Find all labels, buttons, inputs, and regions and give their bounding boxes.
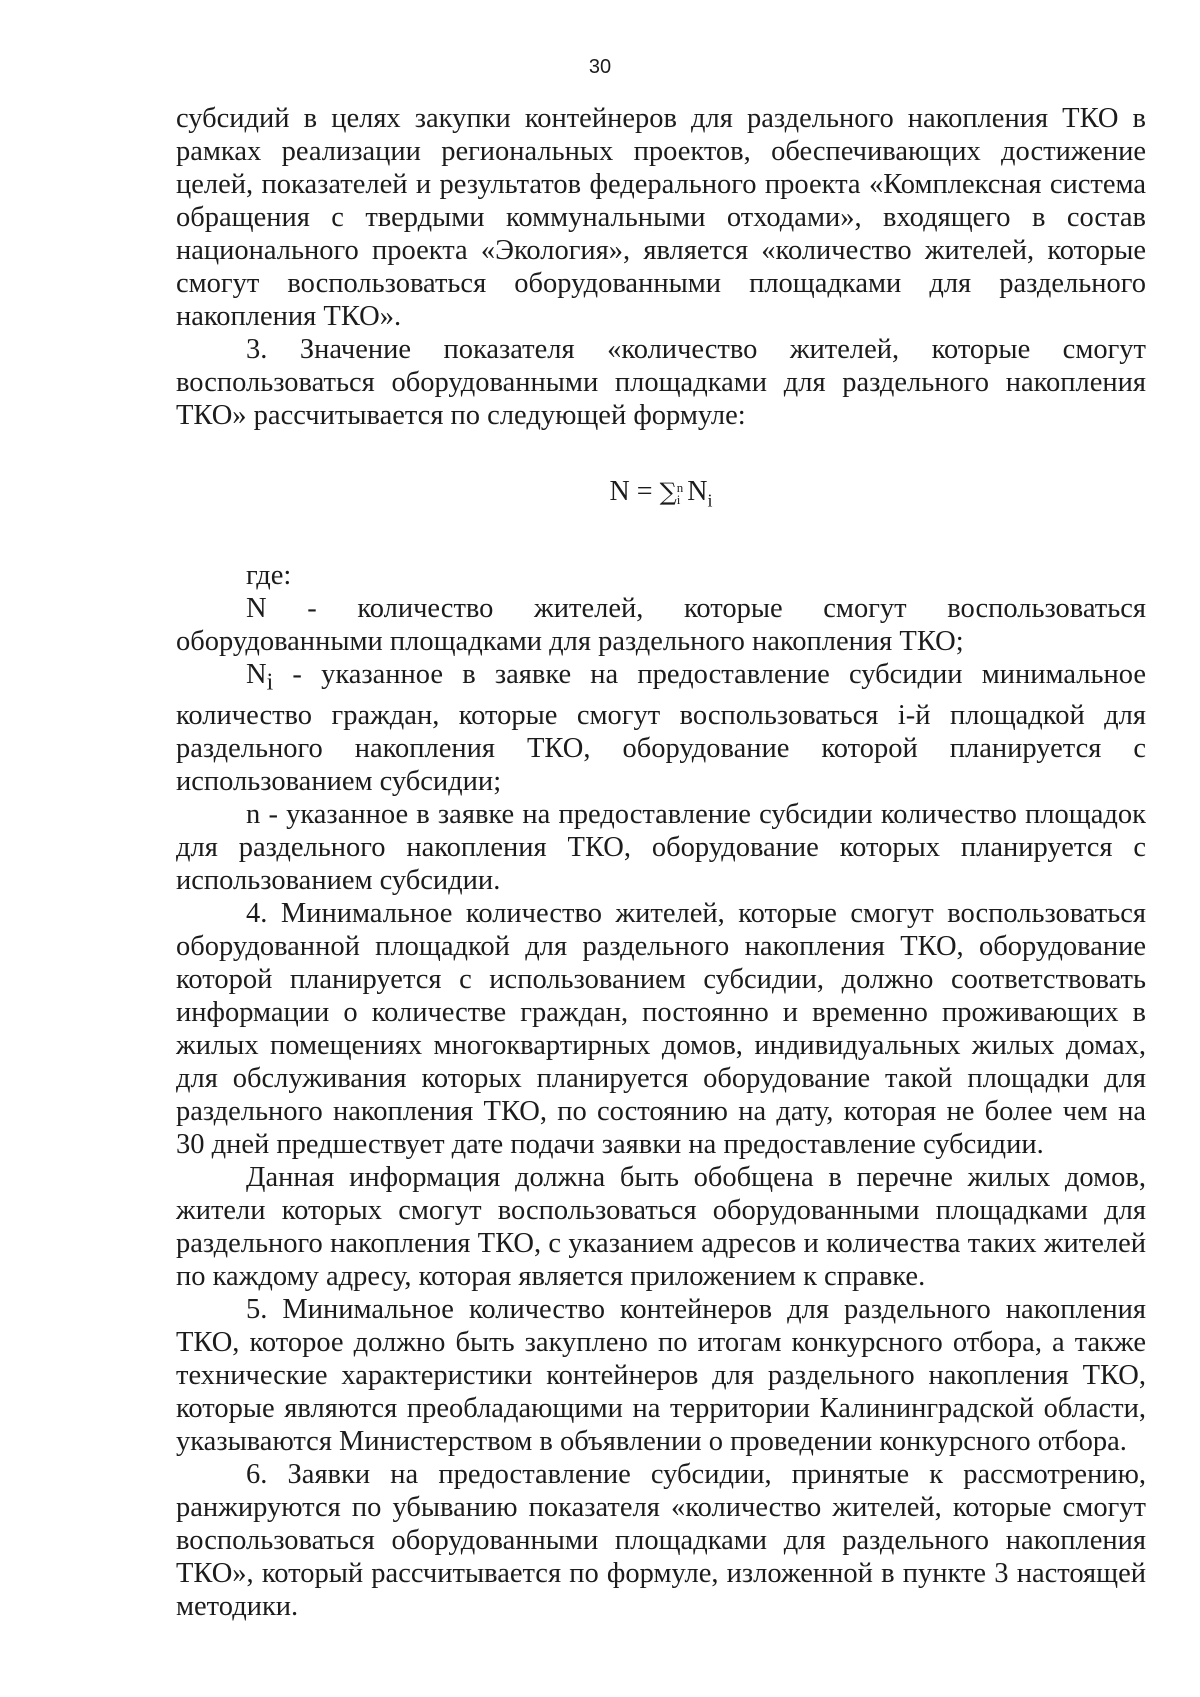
definition-n-i — [176, 658, 1146, 799]
paragraph-5-containers: 5. Минимальное количество контейнеров для раздельного накопления ТКО, которое должно быть закуплено по итогам конкурсного отбора, а также технические характеристики контейнеров для раздельного накопления ТКО, которые являются преобладающими на территории Калининградской области, указываются Министерством в объявлении о проведении конкурсного отбора. — [176, 1294, 1146, 1458]
where-label: где: — [246, 559, 292, 591]
document-body — [176, 102, 1146, 1623]
definition-n-total: N - количество жителей, которые смогут воспользоваться оборудованными площадками для раздельного накопления ТКО; — [176, 592, 1146, 657]
paragraph-6-ranking: 6. Заявки на предоставление субсидии, принятые к рассмотрению, ранжируются по убыванию показателя «количество жителей, которые смогут воспользоваться оборудованными площадками для раздельного накопления ТКО», который рассчитывается по формуле, изложенной в пункте 3 настоящей методики. — [176, 1459, 1146, 1623]
sum-symbol: ∑ — [659, 478, 677, 506]
paragraph-3-indicator: 3. Значение показателя «количество жителей, которые смогут воспользоваться оборудованными площадками для раздельного накопления ТКО» рассчитывается по следующей формуле: — [176, 334, 1146, 431]
formula-term: N — [687, 476, 708, 507]
formula — [176, 472, 1146, 521]
sum-lower-limit: i — [676, 491, 681, 507]
page-number: 30 — [588, 56, 612, 78]
definition-n-i-symbol: N — [246, 658, 267, 690]
definition-n-i-subscript: i — [266, 669, 274, 696]
sum-upper-limit: n — [676, 479, 684, 495]
paragraph-4-continuation: Данная информация должна быть обобщена в перечне жилых домов, жители которых смогут воспользоваться оборудованными площадками для раздельного накопления ТКО, с указанием адресов и количества таких жителей по каждому адресу, которая является приложением к справке. — [176, 1162, 1146, 1293]
definition-n-count: n - указанное в заявке на предоставление субсидии количество площадок для раздельного накопления ТКО, оборудование которых планируется с использованием субсидии. — [176, 799, 1146, 897]
paragraph-4-min-residents: 4. Минимальное количество жителей, которые смогут воспользоваться оборудованной площадкой для раздельного накопления ТКО, оборудование которой планируется с использованием субсидии, должно соответствовать информации о количестве граждан, постоянно и временно проживающих в жилых помещениях многоквартирных домов, индивидуальных жилых домах, для обслуживания которых планируется оборудование такой площадки для раздельного накопления ТКО, по состоянию на дату, которая не более чем на 30 дней предшествует дате подачи заявки на предоставление субсидии. — [176, 898, 1146, 1161]
definition-n-i-text: - указанное в заявке на предоставление субсидии минимальное количество граждан, которые смогут воспользоваться i-й площадкой для раздельного накопления ТКО, оборудование которой планируется с использованием субсидии; — [176, 658, 1146, 798]
paragraph-subsidy-purpose: субсидий в целях закупки контейнеров для раздельного накопления ТКО в рамках реализации региональных проектов, обеспечивающих достижение целей, показателей и результатов федерального проекта «Комплексная система обращения с твердыми коммунальными отходами», входящего в состав национального проекта «Экология», является «количество жителей, которые смогут воспользоваться оборудованными площадками для раздельного накопления ТКО». — [176, 103, 1146, 332]
sum-limits — [676, 479, 684, 507]
formula-lhs: N = — [609, 476, 653, 507]
formula-term-subscript: i — [707, 490, 713, 511]
